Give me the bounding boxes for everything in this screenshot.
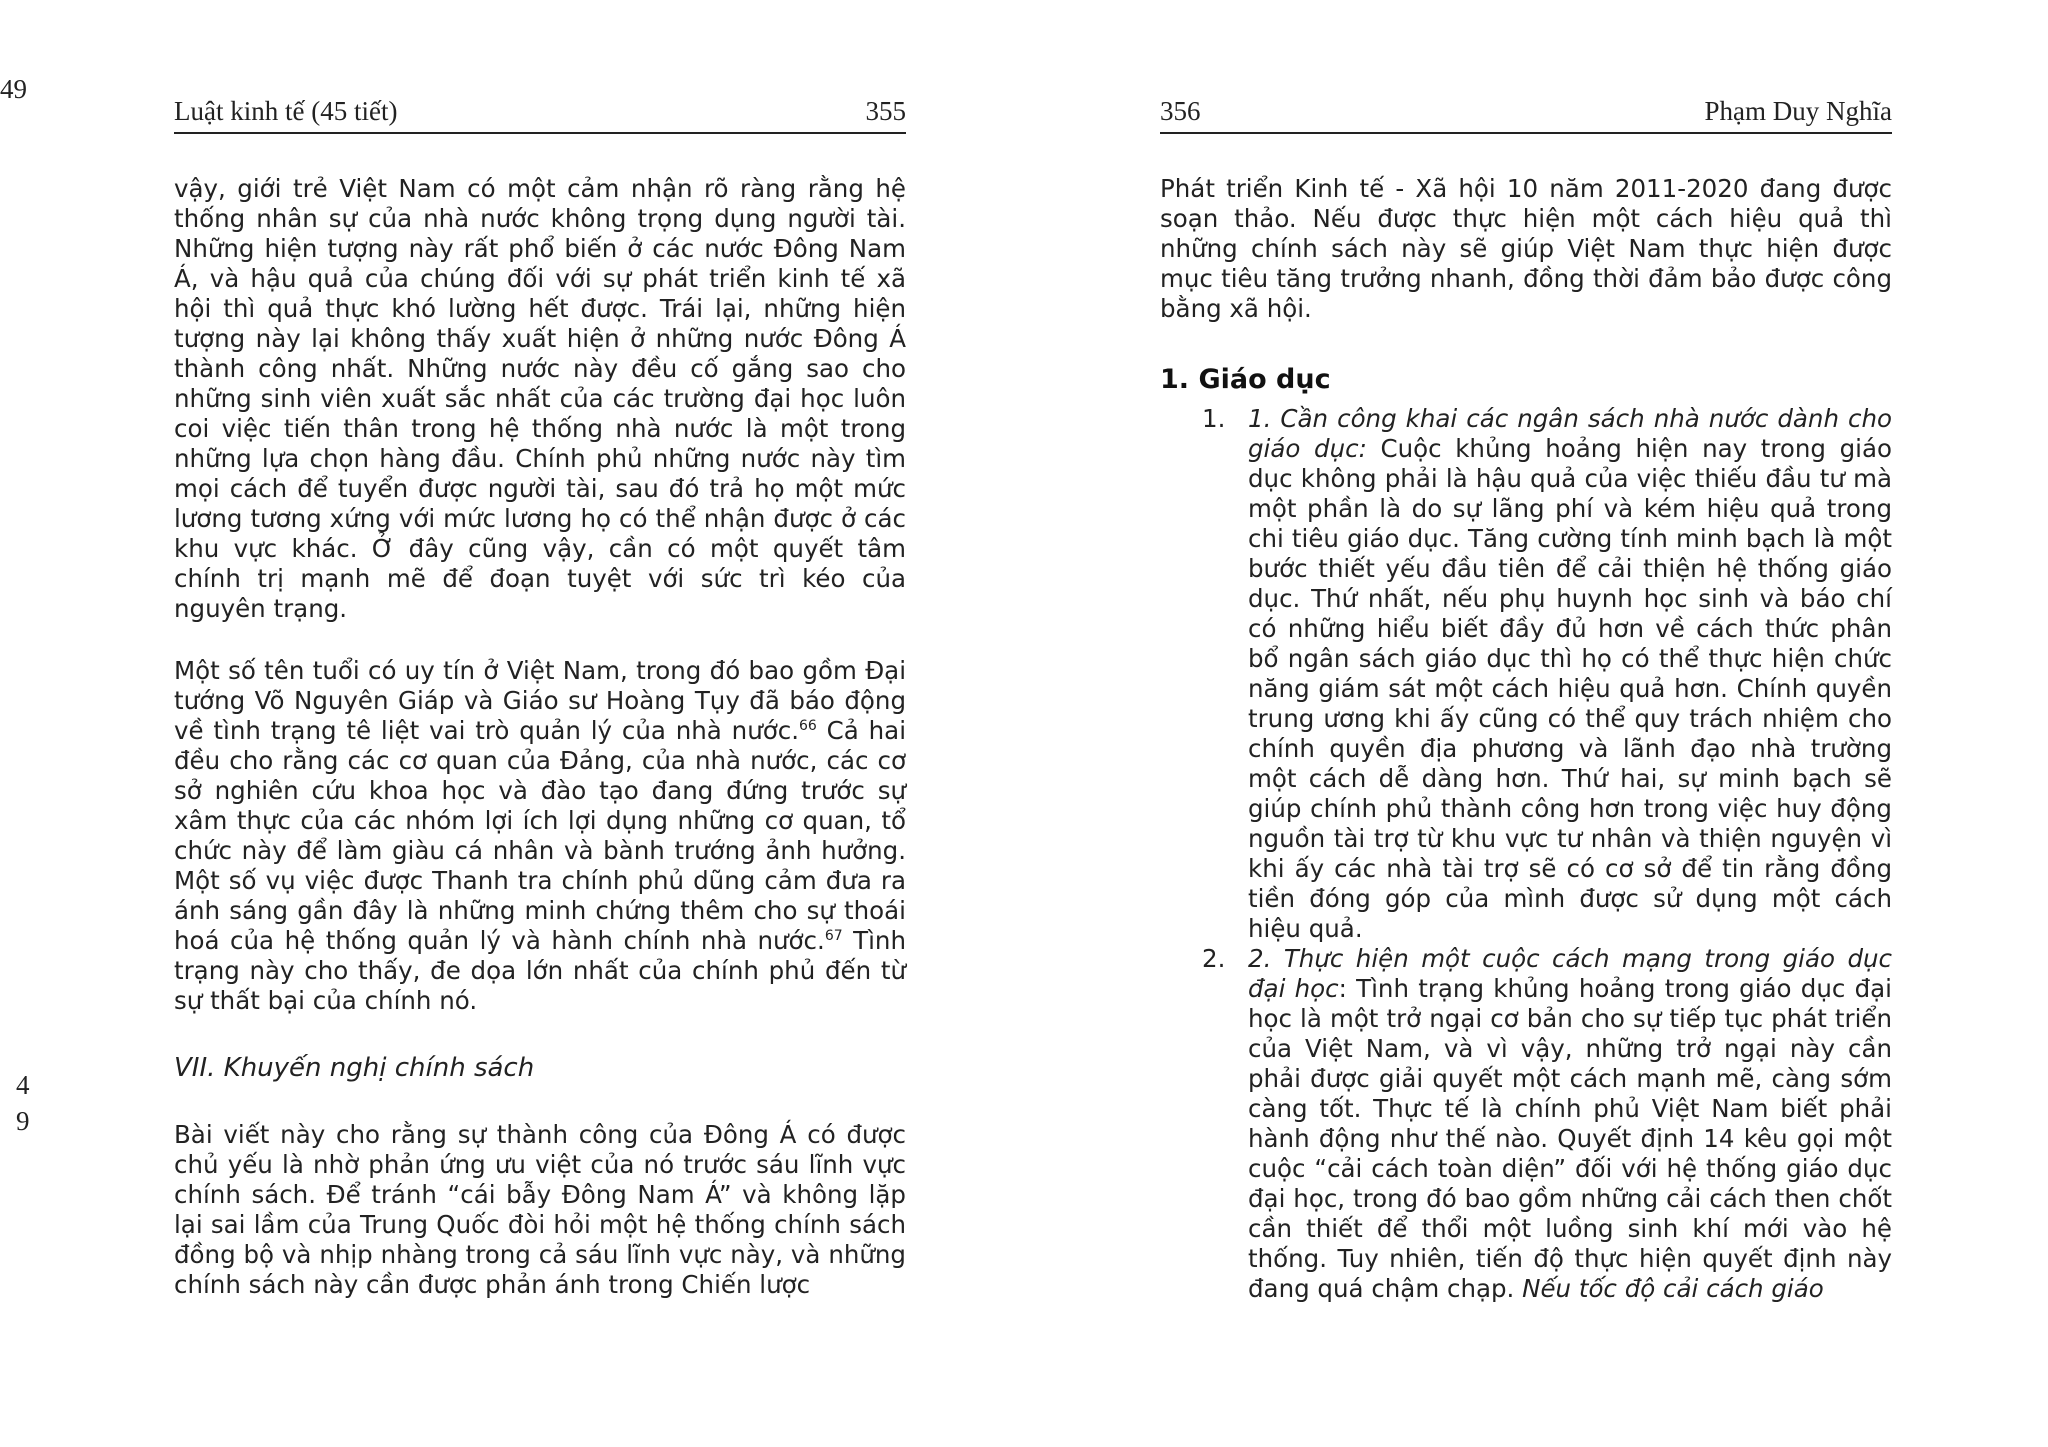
paragraph-segment: Tình trạng này cho thấy, đe dọa lớn nhất của chính phủ đến từ sự thất bại của chính nó.	[174, 926, 906, 1015]
paragraph-text: vậy, giới trẻ Việt Nam có một cảm nhận rõ ràng rằng hệ thống nhân sự của nhà nước không trọng dụng người tài. Những hiện tượng này rất phổ biến ở các nước Đông Nam Á, và hậu quả của chúng đối với sự phát triển kinh tế xã hội thì quả thực khó lường hết được. Trái lại, những hiện tượng này lại không thấy xuất hiện ở những nước Đông Á thành công nhất. Những nước này đều cố gắng sao cho những sinh viên xuất sắc nhất của các trường đại học luôn coi việc tiến thân trong hệ thống nhà nước là một trong những lựa chọn hàng đầu. Chính phủ những nước này tìm mọi cách để tuyển được người tài, sau đó trả họ một mức lương tương xứng với mức lương họ có thể nhận được ở các khu vực khác. Ở đây cũng vậy, cần có một quyết tâm chính trị mạnh mẽ để đoạn tuyệt với sức trì kéo của nguyên trạng.	[174, 174, 906, 623]
author-name: Phạm Duy Nghĩa	[1704, 96, 1892, 126]
right-page	[1024, 0, 2048, 1447]
paragraph-text: Phát triển Kinh tế - Xã hội 10 năm 2011-2020 đang được soạn thảo. Nếu được thực hiện một cách hiệu quả thì những chính sách này sẽ giúp Việt Nam thực hiện được mục tiêu tăng trưởng nhanh, đồng thời đảm bảo được công bằng xã hội.	[1160, 174, 1892, 323]
section-heading: VII. Khuyến nghị chính sách	[174, 1053, 535, 1083]
paragraph-text	[174, 656, 906, 1016]
body-paragraph	[174, 1120, 906, 1300]
list-number: 1.	[1202, 404, 1226, 433]
body-paragraph	[174, 656, 906, 1016]
list-item-title: 2. Thực hiện một cuộc cách mạng trong giáo dục đại học	[1248, 944, 1892, 1003]
page-number: 356	[1160, 96, 1201, 126]
body-paragraph	[174, 174, 906, 624]
body-paragraph	[1160, 174, 1892, 324]
section-heading: 1. Giáo dục	[1160, 364, 1331, 395]
footnote-marker[interactable]: 66	[798, 717, 817, 734]
list-item-title: 1. Cần công khai các ngân sách nhà nước dành cho giáo dục:	[1248, 404, 1892, 463]
list-item-text-italic: Nếu tốc độ cải cách giáo	[1522, 1274, 1824, 1303]
running-header	[174, 92, 906, 134]
paragraph-segment: Cả hai đều cho rằng các cơ quan của Đảng, của nhà nước, các cơ sở nghiên cứu khoa học và đào tạo đang đứng trước sự xâm thực của các nhóm lợi ích lợi dụng những cơ quan, tổ chức này để làm giàu cá nhân và bành trướng ảnh hưởng. Một số vụ việc được Thanh tra chính phủ dũng cảm đưa ra ánh sáng gần đây là những minh chứng thêm cho sự thoái hoá của hệ thống quản lý và hành chính nhà nước.	[174, 716, 906, 955]
book-title: Luật kinh tế (45 tiết)	[174, 96, 398, 126]
footnote-marker[interactable]: 67	[824, 927, 843, 944]
paragraph-segment: Một số tên tuổi có uy tín ở Việt Nam, trong đó bao gồm Đại tướng Võ Nguyên Giáp và Giáo sư Hoàng Tụy đã báo động về tình trạng tê liệt vai trò quản lý của nhà nước.	[174, 656, 906, 745]
side-page-number: 49	[0, 74, 27, 104]
page-number: 355	[865, 96, 906, 126]
list-number: 2.	[1202, 944, 1226, 973]
side-page-number-fragment: 9	[16, 1106, 30, 1136]
running-header	[1160, 92, 1892, 134]
list-item-text: : Tình trạng khủng hoảng trong giáo dục đại học là một trở ngại cơ bản cho sự tiếp tục phát triển của Việt Nam, và vì vậy, những trở ngại này cần phải được giải quyết một cách mạnh mẽ, càng sớm càng tốt. Thực tế là chính phủ Việt Nam biết phải hành động như thế nào. Quyết định 14 kêu gọi một cuộc “cải cách toàn diện” đối với hệ thống giáo dục đại học, trong đó bao gồm những cải cách then chốt cần thiết để thổi một luồng sinh khí mới vào hệ thống. Tuy nhiên, tiến độ thực hiện quyết định này đang quá chậm chạp.	[1248, 974, 1892, 1303]
list-item	[1160, 944, 1892, 1304]
paragraph-text: Bài viết này cho rằng sự thành công của Đông Á có được chủ yếu là nhờ phản ứng ưu việt của nó trước sáu lĩnh vực chính sách. Để tránh “cái bẫy Đông Nam Á” và không lặp lại sai lầm của Trung Quốc đòi hỏi một hệ thống chính sách đồng bộ và nhịp nhàng trong cả sáu lĩnh vực này, và những chính sách này cần được phản ánh trong Chiến lược	[174, 1120, 906, 1299]
numbered-list	[1160, 404, 1892, 1304]
list-item	[1160, 404, 1892, 944]
side-page-number-fragment: 4	[16, 1070, 30, 1100]
list-item-text: Cuộc khủng hoảng hiện nay trong giáo dục không phải là hậu quả của việc thiếu đầu tư mà một phần là do sự lãng phí và kém hiệu quả trong chi tiêu giáo dục. Tăng cường tính minh bạch là một bước thiết yếu đầu tiên để cải thiện hệ thống giáo dục. Thứ nhất, nếu phụ huynh học sinh và báo chí có những hiểu biết đầy đủ hơn về cách thức phân bổ ngân sách giáo dục thì họ có thể thực hiện chức năng giám sát một cách hiệu quả hơn. Chính quyền trung ương khi ấy cũng có thể quy trách nhiệm cho chính quyền địa phương và lãnh đạo nhà trường một cách dễ dàng hơn. Thứ hai, sự minh bạch sẽ giúp chính phủ thành công hơn trong việc huy động nguồn tài trợ từ khu vực tư nhân và thiện nguyện vì khi ấy các nhà tài trợ sẽ có cơ sở để tin rằng đồng tiền đóng góp của mình được sử dụng một cách hiệu quả.	[1248, 434, 1892, 943]
